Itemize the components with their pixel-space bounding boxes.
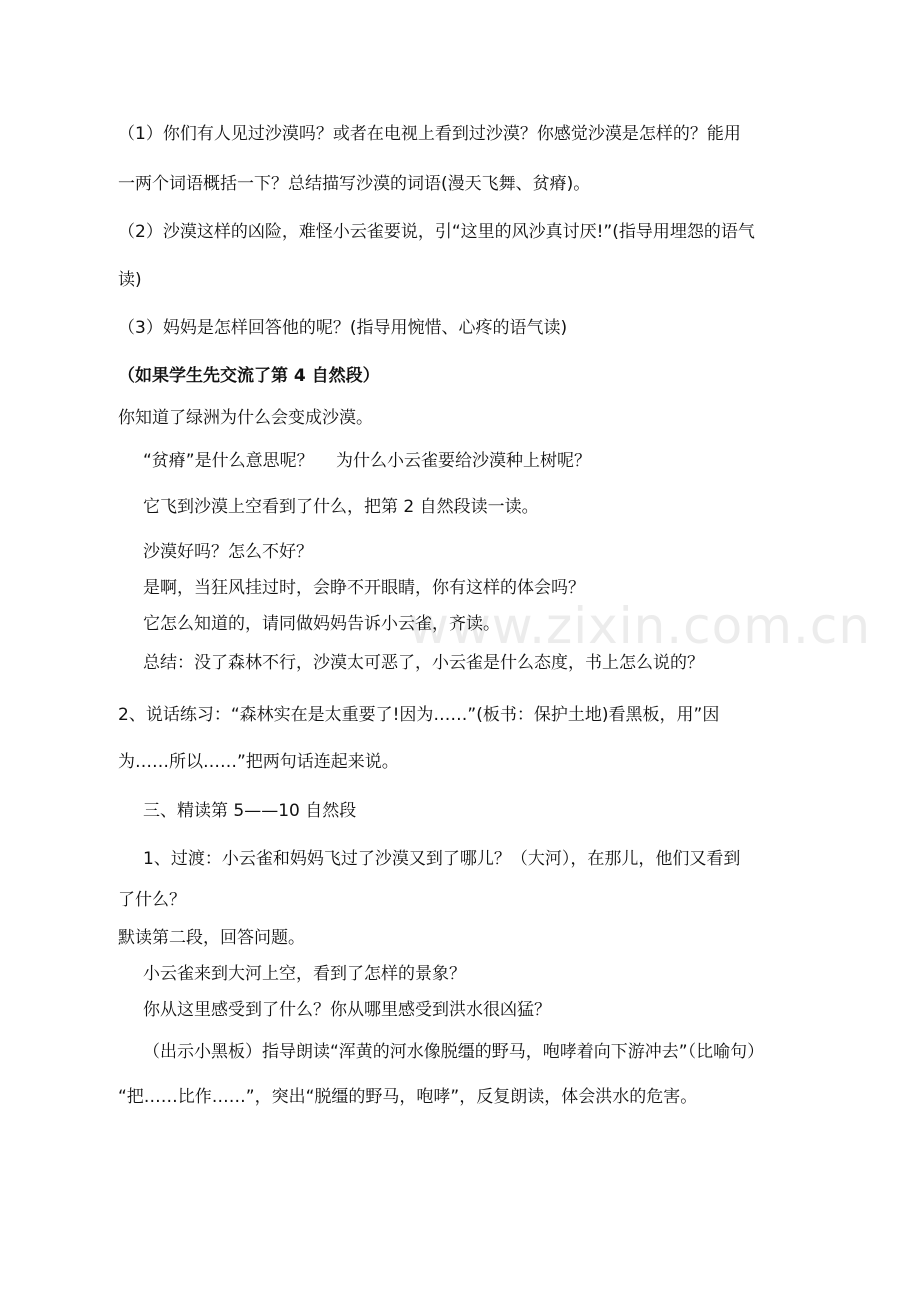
text-line: 小云雀来到大河上空，看到了怎样的景象？: [143, 964, 466, 984]
section-heading: 三、精读第 5——10 自然段: [143, 801, 357, 821]
text-line: “把……比作……”，突出“脱缰的野马，咆哮”，反复朗读，体会洪水的危害。: [118, 1087, 698, 1107]
text-line: 1、过渡：小云雀和妈妈飞过了沙漠又到了哪儿？（大河），在那儿，他们又看到: [143, 849, 741, 869]
text-line: （1）你们有人见过沙漠吗？或者在电视上看到过沙漠？你感觉沙漠是怎样的？能用: [118, 124, 741, 144]
text-line: “贫瘠”是什么意思呢？ 为什么小云雀要给沙漠种上树呢？: [143, 451, 592, 471]
text-line: 了什么？: [118, 890, 186, 910]
section-note: （如果学生先交流了第 4 自然段）: [118, 366, 380, 386]
text-line: 它怎么知道的，请同做妈妈告诉小云雀，齐读。: [143, 614, 500, 634]
text-line: 默读第二段，回答问题。: [118, 928, 305, 948]
text-line: （出示小黑板）指导朗读“浑黄的河水像脱缰的野马，咆哮着向下游冲去”（比喻句）: [143, 1042, 765, 1062]
text-line: 2、说话练习：“森林实在是太重要了!因为……”(板书：保护土地)看黑板，用”因: [118, 705, 720, 725]
text-line: 它飞到沙漠上空看到了什么，把第 2 自然段读一读。: [143, 497, 539, 517]
text-line: 你从这里感受到了什么？你从哪里感受到洪水很凶猛？: [143, 1000, 551, 1020]
text-line: 为……所以……”把两句话连起来说。: [118, 752, 399, 772]
text-line: 总结：没了森林不行，沙漠太可恶了，小云雀是什么态度，书上怎么说的？: [143, 653, 704, 673]
text-line: （2）沙漠这样的凶险，难怪小云雀要说，引“这里的风沙真讨厌!”(指导用埋怨的语气: [118, 222, 755, 242]
text-line: 读): [118, 270, 142, 290]
text-line: 你知道了绿洲为什么会变成沙漠。: [118, 408, 373, 428]
watermark: www.zixin.com.cn: [408, 597, 872, 655]
text-line: 是啊，当狂风挂过时，会睁不开眼睛，你有这样的体会吗？: [143, 578, 585, 598]
text-line: （3）妈妈是怎样回答他的呢？(指导用惋惜、心疼的语气读): [118, 318, 568, 338]
text-line: 沙漠好吗？怎么不好？: [143, 542, 313, 562]
text-line: 一两个词语概括一下？总结描写沙漠的词语(漫天飞舞、贫瘠)。: [118, 174, 591, 194]
